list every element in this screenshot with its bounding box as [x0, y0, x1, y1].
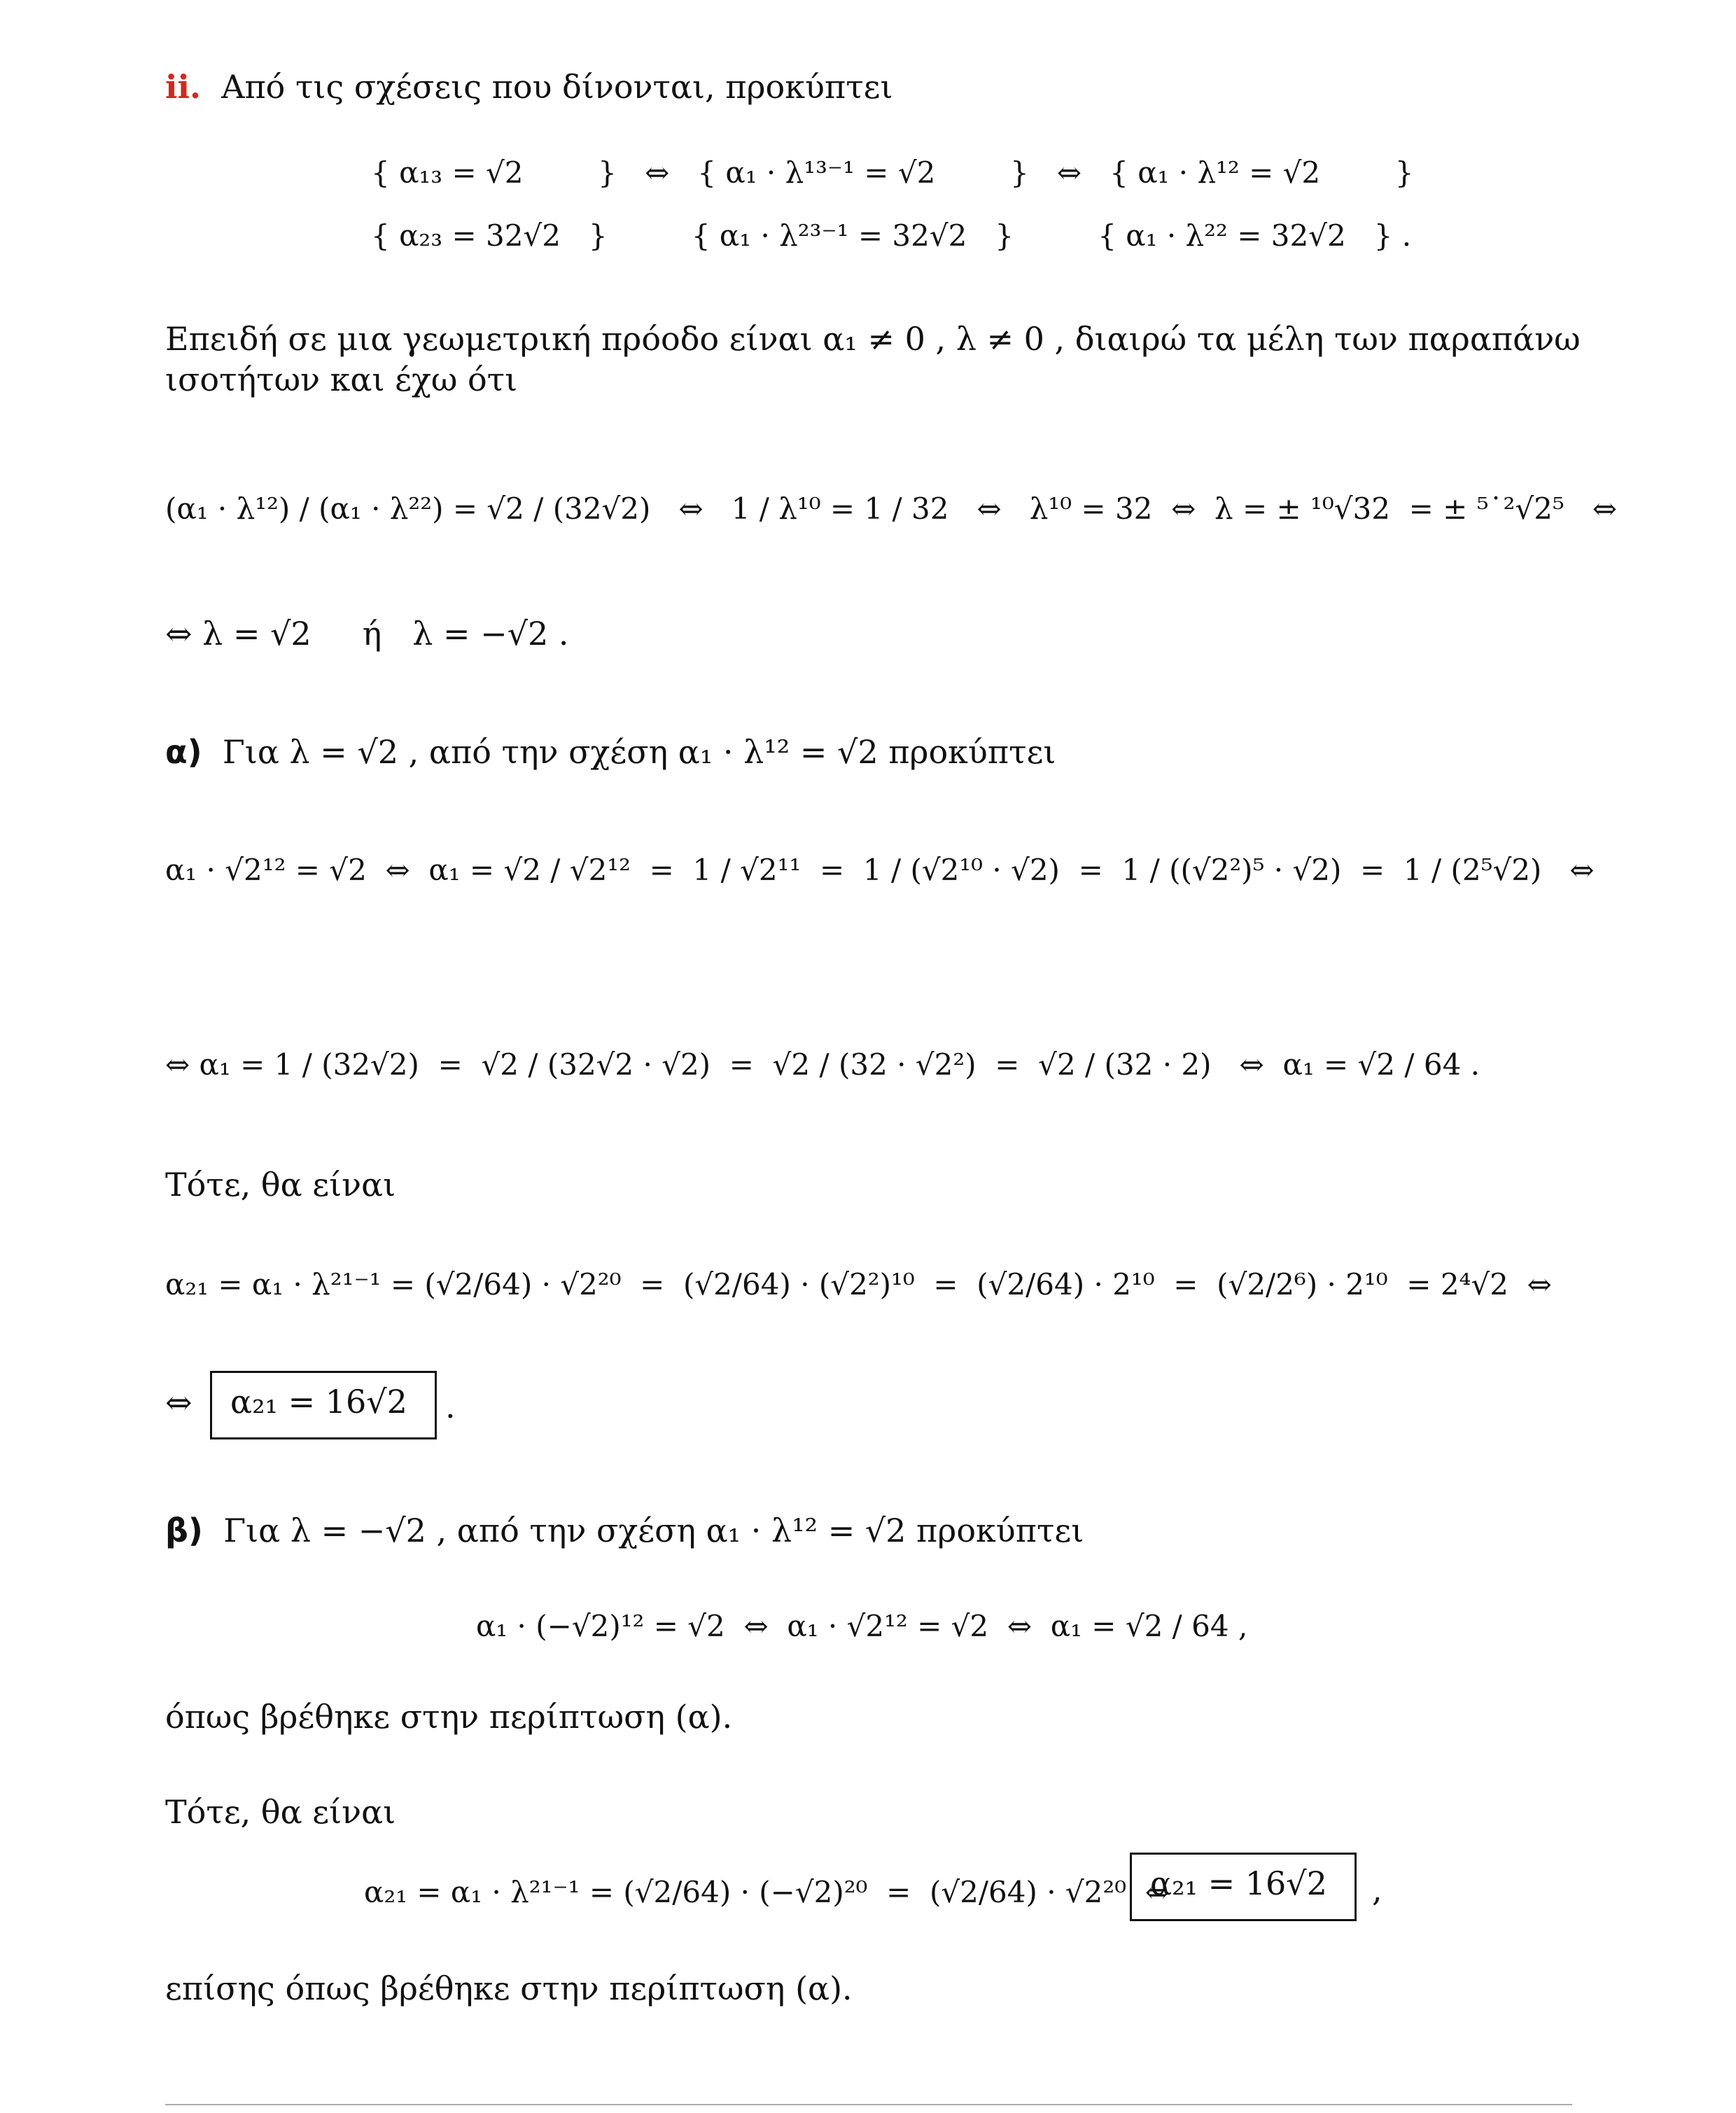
- case-b-step-2: α₂₁ = α₁ · λ²¹⁻¹ = (√2/64) · (−√2)²⁰ = (√2/64) · √2²⁰ ⇔: [364, 1875, 1170, 1909]
- explain-paragraph: Επειδή σε μια γεωμετρική πρόοδο είναι α₁ ≠ 0 , λ ≠ 0 , διαιρώ τα μέλη των παραπάνω ισοτήτων και έχω ότι: [165, 320, 1581, 398]
- case-b-result: α₂₁ = 16√2: [1150, 1864, 1327, 1902]
- case-b-intro: Για λ = −√2 , από την σχέση α₁ · λ¹² = √2 προκύπτει: [223, 1512, 1084, 1549]
- section-intro-line: [165, 67, 1593, 108]
- case-b-also: επίσης όπως βρέθηκε στην περίπτωση (α).: [165, 1969, 853, 2007]
- case-b-step-1: α₁ · (−√2)¹² = √2 ⇔ α₁ · √2¹² = √2 ⇔ α₁ = √2 / 64 ,: [476, 1609, 1248, 1643]
- case-b-as-found: όπως βρέθηκε στην περίπτωση (α).: [165, 1698, 733, 1736]
- case-a-result-box: [210, 1371, 437, 1439]
- case-a-result: α₂₁ = 16√2: [230, 1383, 407, 1421]
- case-a-step-3: α₂₁ = α₁ · λ²¹⁻¹ = (√2/64) · √2²⁰ = (√2/64) · (√2²)¹⁰ = (√2/64) · 2¹⁰ = (√2/2⁶) · 2¹⁰ = 2⁴√2 ⇔: [165, 1267, 1552, 1302]
- case-b-then: Τότε, θα είναι: [165, 1793, 396, 1831]
- section-intro: Από τις σχέσεις που δίνονται, προκύπτει: [221, 68, 893, 106]
- case-b-result-box: [1130, 1853, 1357, 1921]
- case-a-marker: α): [165, 733, 202, 771]
- case-a-intro-line: [165, 732, 1593, 773]
- case-a-step-1: α₁ · √2¹² = √2 ⇔ α₁ = √2 / √2¹² = 1 / √2¹¹ = 1 / (√2¹⁰ · √2) = 1 / ((√2²)⁵ · √2) = 1 / (2⁵√2) ⇔: [165, 853, 1595, 887]
- lambda-result: ⇔ λ = √2 ή λ = −√2 .: [165, 615, 569, 653]
- case-b-result-suffix: ,: [1372, 1871, 1382, 1909]
- case-a-step-2: ⇔ α₁ = 1 / (32√2) = √2 / (32√2 · √2) = √2 / (32 · √2²) = √2 / (32 · 2) ⇔ α₁ = √2 / 64 .: [165, 1047, 1480, 1082]
- system-line-1: { α₁₃ = √2 } ⇔ { α₁ · λ¹³⁻¹ = √2 } ⇔ { α₁ · λ¹² = √2 }: [371, 155, 1414, 190]
- section-marker: ii.: [165, 68, 201, 106]
- case-a-result-suffix: .: [445, 1388, 456, 1425]
- case-a-result-prefix: ⇔: [165, 1383, 192, 1421]
- division-line: (α₁ · λ¹²) / (α₁ · λ²²) = √2 / (32√2) ⇔ 1 / λ¹⁰ = 1 / 32 ⇔ λ¹⁰ = 32 ⇔ λ = ± ¹⁰√32 = ± ⁵˙²√2⁵ ⇔: [165, 491, 1617, 526]
- system-line-2: { α₂₃ = 32√2 } { α₁ · λ²³⁻¹ = 32√2 } { α₁ · λ²² = 32√2 } .: [371, 218, 1412, 253]
- case-a-intro: Για λ = √2 , από την σχέση α₁ · λ¹² = √2 προκύπτει: [222, 733, 1056, 771]
- footer-rule: [165, 2104, 1572, 2105]
- case-a-then: Τότε, θα είναι: [165, 1166, 396, 1204]
- case-b-marker: β): [165, 1512, 203, 1549]
- case-b-intro-line: [165, 1511, 1593, 1551]
